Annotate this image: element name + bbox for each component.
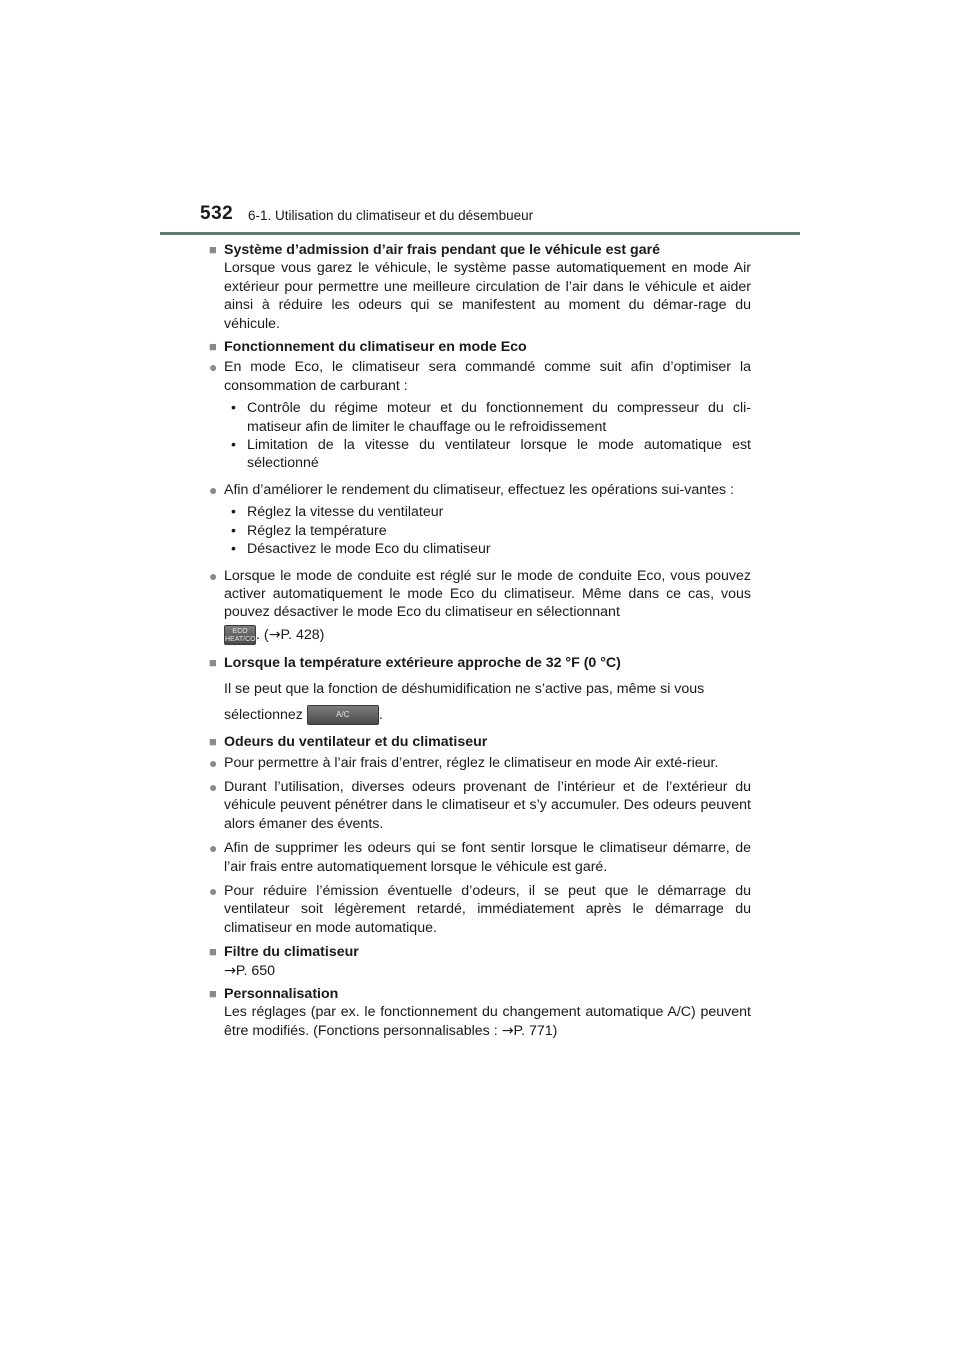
arrow-right-icon: → bbox=[268, 626, 281, 643]
section-odors bbox=[209, 733, 751, 937]
bullet-icon: ● bbox=[209, 882, 218, 899]
bullet-icon: ● bbox=[209, 481, 218, 498]
list-item-text: En mode Eco, le climatiseur sera commandé comme suit afin d’optimiser la consommation de carburant : bbox=[224, 359, 751, 394]
section-customization bbox=[209, 985, 751, 1040]
eco-heat-cool-button-icon: ECO HEAT/COOL bbox=[224, 625, 256, 645]
list-item: ● Afin de supprimer les odeurs qui se font sentir lorsque le climatiseur démarre, de l’air frais entre automatiquement lorsque le véhicule est garé. bbox=[209, 840, 751, 875]
list-item: ● Durant l’utilisation, diverses odeurs provenant de l’intérieur et de l’extérieur du véhicule peuvent pénétrer dans le climatiseur et s’y accumuler. Des odeurs peuvent alors émaner des évents. bbox=[209, 778, 751, 832]
sub-list-item: • Désactivez le mode Eco du climatiseur bbox=[231, 541, 491, 558]
page-number: 532 bbox=[200, 203, 234, 224]
section-fresh-air-parked bbox=[209, 241, 751, 333]
section-title: Lorsque la température extérieure approche de 32 °F (0 °C) bbox=[224, 654, 621, 671]
section-marker-icon: ■ bbox=[209, 339, 217, 355]
ac-button-icon: A/C bbox=[307, 705, 379, 725]
bullet-icon: ● bbox=[209, 840, 218, 857]
sub-list-item: • Contrôle du régime moteur et du fonctionnement du compresseur du cli-matiseur afin de limiter le chauffage ou le refroidissement bbox=[231, 400, 751, 435]
section-marker-icon: ■ bbox=[209, 986, 217, 1001]
section-marker-icon: ■ bbox=[209, 242, 217, 257]
page-reference: P. 650 bbox=[235, 962, 276, 979]
page-content bbox=[209, 241, 751, 1045]
list-item bbox=[209, 481, 751, 561]
section-paragraph: Lorsque vous garez le véhicule, le système passe automatiquement en mode Air extérieur pour permettre une meilleure circulation de l’air dans le véhicule et aider ainsi à réduire les odeurs qui se manifestent au moment du démar-rage du véhicule. bbox=[224, 260, 751, 332]
section-paragraph: Les réglages (par ex. le fonctionnement du changement automatique A/C) peuvent être modifiés. (Fonctions personnalisables : bbox=[224, 1004, 751, 1039]
sub-list-item: • Réglez la vitesse du ventilateur bbox=[231, 504, 444, 521]
page-reference: P. 428) bbox=[280, 626, 325, 643]
bullet-icon: ● bbox=[209, 754, 218, 771]
section-title: Odeurs du ventilateur et du climatiseur bbox=[224, 734, 488, 751]
bullet-icon: ● bbox=[209, 359, 218, 376]
bullet-icon: ● bbox=[209, 567, 218, 584]
list-item bbox=[209, 358, 751, 474]
section-title: Fonctionnement du climatiseur en mode Eco bbox=[224, 339, 527, 356]
section-title: Personnalisation bbox=[224, 986, 339, 1002]
bullet-icon: ● bbox=[209, 778, 218, 795]
sub-list-item: • Réglez la température bbox=[231, 522, 387, 539]
section-title: Filtre du climatiseur bbox=[224, 944, 359, 961]
section-title: Système d’admission d’air frais pendant que le véhicule est garé bbox=[224, 242, 661, 258]
section-eco-mode bbox=[209, 338, 751, 648]
list-item: ● Pour permettre à l’air frais d’entrer, réglez le climatiseur en mode Air exté-rieur. bbox=[209, 754, 719, 771]
section-marker-icon: ■ bbox=[209, 944, 217, 960]
page-reference: P. 771) bbox=[513, 1022, 558, 1039]
section-ac-filter bbox=[209, 943, 751, 980]
list-item: ● Lorsque le mode de conduite est réglé sur le mode de conduite Eco, vous pouvez activer automatiquement le mode Eco du climatiseur. Même dans ce cas, vous pouvez désactiver le mode Eco du climatiseur en sélectionnant ECO HEAT/COOL. (→P. 428) bbox=[209, 567, 751, 648]
section-marker-icon: ■ bbox=[209, 734, 217, 750]
section-paragraph: Il se peut que la fonction de déshumidification ne s’active pas, même si vous bbox=[224, 681, 705, 698]
sub-list-item: • Limitation de la vitesse du ventilateur lorsque le mode automatique est sélectionné bbox=[231, 437, 751, 472]
section-marker-icon: ■ bbox=[209, 654, 217, 670]
chapter-title: 6-1. Utilisation du climatiseur et du désembueur bbox=[248, 208, 534, 223]
section-outside-temperature: ■ Lorsque la température extérieure approche de 32 °F (0 °C) Il se peut que la fonction de déshumidification ne s’active pas, même si vous sélectionnez A/C . bbox=[209, 654, 751, 728]
list-item-text: Lorsque le mode de conduite est réglé sur le mode de conduite Eco, vous pouvez activer automatiquement le mode Eco du climatiseur. Même dans ce cas, vous pouvez désactiver le mode Eco du climatiseur en sélectionnant bbox=[224, 567, 751, 621]
arrow-right-icon: → bbox=[224, 962, 236, 979]
arrow-right-icon: → bbox=[501, 1022, 514, 1039]
list-item: ● Pour réduire l’émission éventuelle d’odeurs, il se peut que le démarrage du ventilateur soit légèrement retardé, immédiatement après le démarrage du climatiseur en mode automatique. bbox=[209, 882, 751, 936]
list-item-text: Afin d’améliorer le rendement du climatiseur, effectuez les opérations sui-vantes : bbox=[224, 481, 734, 498]
header-rule bbox=[160, 232, 800, 235]
page-header bbox=[200, 203, 800, 233]
